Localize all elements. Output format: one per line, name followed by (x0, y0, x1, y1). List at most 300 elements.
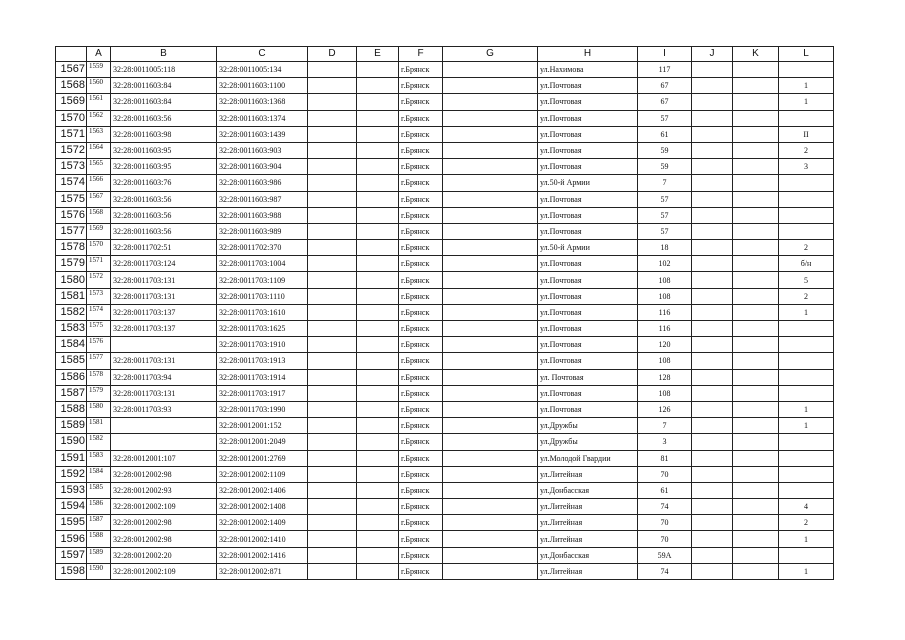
cell-i[interactable]: 61 (638, 126, 692, 142)
cell-h[interactable]: ул.50-й Армии (538, 175, 638, 191)
row-number[interactable]: 1581 (56, 288, 87, 304)
cell-b[interactable] (111, 434, 217, 450)
cell-f[interactable]: г.Брянск (399, 223, 443, 239)
cell-h[interactable]: ул.50-й Армии (538, 240, 638, 256)
cell-d[interactable] (308, 531, 357, 547)
cell-l[interactable]: 2 (779, 515, 834, 531)
row-number[interactable]: 1577 (56, 223, 87, 239)
column-header-b[interactable]: B (111, 47, 217, 62)
row-number[interactable]: 1583 (56, 321, 87, 337)
cell-k[interactable] (733, 337, 779, 353)
cell-j[interactable] (692, 223, 733, 239)
cell-k[interactable] (733, 321, 779, 337)
cell-g[interactable] (443, 223, 538, 239)
row-number[interactable]: 1595 (56, 515, 87, 531)
cell-k[interactable] (733, 62, 779, 78)
cell-i[interactable]: 108 (638, 288, 692, 304)
cell-d[interactable] (308, 78, 357, 94)
cell-h[interactable]: ул.Литейная (538, 531, 638, 547)
row-number[interactable]: 1598 (56, 563, 87, 579)
cell-k[interactable] (733, 353, 779, 369)
cell-l[interactable]: 1 (779, 531, 834, 547)
cell-d[interactable] (308, 142, 357, 158)
cell-a[interactable]: 1559 (87, 62, 111, 78)
row-number[interactable]: 1572 (56, 142, 87, 158)
cell-i[interactable]: 120 (638, 337, 692, 353)
cell-l[interactable]: 2 (779, 240, 834, 256)
cell-e[interactable] (357, 531, 399, 547)
cell-k[interactable] (733, 175, 779, 191)
cell-a[interactable]: 1569 (87, 223, 111, 239)
cell-d[interactable] (308, 321, 357, 337)
cell-l[interactable] (779, 385, 834, 401)
cell-k[interactable] (733, 466, 779, 482)
cell-g[interactable] (443, 126, 538, 142)
cell-a[interactable]: 1566 (87, 175, 111, 191)
cell-k[interactable] (733, 304, 779, 320)
row-number[interactable]: 1574 (56, 175, 87, 191)
cell-e[interactable] (357, 272, 399, 288)
cell-b[interactable]: 32:28:0011603:95 (111, 142, 217, 158)
cell-d[interactable] (308, 466, 357, 482)
cell-f[interactable]: г.Брянск (399, 142, 443, 158)
cell-b[interactable]: 32:28:0012001:107 (111, 450, 217, 466)
cell-e[interactable] (357, 321, 399, 337)
cell-k[interactable] (733, 272, 779, 288)
cell-a[interactable]: 1568 (87, 207, 111, 223)
cell-a[interactable]: 1589 (87, 547, 111, 563)
cell-i[interactable]: 57 (638, 191, 692, 207)
cell-d[interactable] (308, 499, 357, 515)
row-number[interactable]: 1591 (56, 450, 87, 466)
cell-b[interactable]: 32:28:0011603:95 (111, 159, 217, 175)
cell-i[interactable]: 74 (638, 499, 692, 515)
cell-i[interactable]: 67 (638, 94, 692, 110)
cell-j[interactable] (692, 272, 733, 288)
cell-f[interactable]: г.Брянск (399, 256, 443, 272)
cell-i[interactable]: 128 (638, 369, 692, 385)
cell-f[interactable]: г.Брянск (399, 401, 443, 417)
cell-h[interactable]: ул.Дружбы (538, 434, 638, 450)
cell-k[interactable] (733, 369, 779, 385)
cell-d[interactable] (308, 288, 357, 304)
cell-k[interactable] (733, 385, 779, 401)
row-number[interactable]: 1592 (56, 466, 87, 482)
cell-a[interactable]: 1572 (87, 272, 111, 288)
cell-a[interactable]: 1562 (87, 110, 111, 126)
cell-b[interactable]: 32:28:0011703:131 (111, 272, 217, 288)
cell-e[interactable] (357, 466, 399, 482)
cell-j[interactable] (692, 466, 733, 482)
cell-e[interactable] (357, 159, 399, 175)
cell-g[interactable] (443, 78, 538, 94)
cell-d[interactable] (308, 434, 357, 450)
column-header-g[interactable]: G (443, 47, 538, 62)
cell-l[interactable]: 1 (779, 304, 834, 320)
cell-b[interactable]: 32:28:0012002:20 (111, 547, 217, 563)
cell-b[interactable]: 32:28:0011703:137 (111, 321, 217, 337)
cell-k[interactable] (733, 547, 779, 563)
cell-i[interactable]: 57 (638, 223, 692, 239)
cell-h[interactable]: ул.Литейная (538, 563, 638, 579)
cell-b[interactable]: 32:28:0011703:94 (111, 369, 217, 385)
cell-g[interactable] (443, 563, 538, 579)
column-header-a[interactable]: A (87, 47, 111, 62)
row-number[interactable]: 1573 (56, 159, 87, 175)
row-number-header[interactable] (56, 47, 87, 62)
cell-b[interactable]: 32:28:0011603:84 (111, 94, 217, 110)
cell-d[interactable] (308, 159, 357, 175)
cell-l[interactable]: 1 (779, 401, 834, 417)
cell-l[interactable] (779, 207, 834, 223)
cell-l[interactable] (779, 337, 834, 353)
cell-f[interactable]: г.Брянск (399, 369, 443, 385)
cell-h[interactable]: ул. Почтовая (538, 369, 638, 385)
cell-l[interactable]: б/н (779, 256, 834, 272)
cell-l[interactable]: 1 (779, 418, 834, 434)
cell-d[interactable] (308, 369, 357, 385)
cell-i[interactable]: 126 (638, 401, 692, 417)
cell-d[interactable] (308, 515, 357, 531)
cell-a[interactable]: 1586 (87, 499, 111, 515)
cell-i[interactable]: 67 (638, 78, 692, 94)
cell-d[interactable] (308, 337, 357, 353)
cell-g[interactable] (443, 240, 538, 256)
cell-d[interactable] (308, 191, 357, 207)
column-header-e[interactable]: E (357, 47, 399, 62)
cell-d[interactable] (308, 563, 357, 579)
cell-h[interactable]: ул.Литейная (538, 499, 638, 515)
cell-c[interactable]: 32:28:0011603:1368 (217, 94, 308, 110)
cell-e[interactable] (357, 385, 399, 401)
cell-g[interactable] (443, 418, 538, 434)
cell-e[interactable] (357, 110, 399, 126)
cell-c[interactable]: 32:28:0011702:370 (217, 240, 308, 256)
cell-j[interactable] (692, 78, 733, 94)
cell-a[interactable]: 1583 (87, 450, 111, 466)
cell-f[interactable]: г.Брянск (399, 175, 443, 191)
cell-e[interactable] (357, 369, 399, 385)
cell-g[interactable] (443, 288, 538, 304)
cell-i[interactable]: 117 (638, 62, 692, 78)
cell-k[interactable] (733, 207, 779, 223)
cell-c[interactable]: 32:28:0012002:1416 (217, 547, 308, 563)
cell-l[interactable]: 4 (779, 499, 834, 515)
cell-b[interactable]: 32:28:0011702:51 (111, 240, 217, 256)
cell-e[interactable] (357, 434, 399, 450)
cell-f[interactable]: г.Брянск (399, 94, 443, 110)
row-number[interactable]: 1585 (56, 353, 87, 369)
cell-b[interactable]: 32:28:0011603:56 (111, 223, 217, 239)
cell-c[interactable]: 32:28:0011603:1100 (217, 78, 308, 94)
cell-f[interactable]: г.Брянск (399, 515, 443, 531)
cell-f[interactable]: г.Брянск (399, 418, 443, 434)
cell-h[interactable]: ул.Почтовая (538, 321, 638, 337)
cell-i[interactable]: 57 (638, 207, 692, 223)
cell-a[interactable]: 1564 (87, 142, 111, 158)
cell-l[interactable] (779, 369, 834, 385)
cell-a[interactable]: 1561 (87, 94, 111, 110)
cell-f[interactable]: г.Брянск (399, 321, 443, 337)
cell-c[interactable]: 32:28:0011703:1110 (217, 288, 308, 304)
row-number[interactable]: 1587 (56, 385, 87, 401)
cell-a[interactable]: 1576 (87, 337, 111, 353)
cell-b[interactable] (111, 337, 217, 353)
cell-g[interactable] (443, 499, 538, 515)
cell-b[interactable]: 32:28:0011603:56 (111, 207, 217, 223)
cell-b[interactable]: 32:28:0011703:137 (111, 304, 217, 320)
cell-l[interactable] (779, 175, 834, 191)
cell-l[interactable]: 2 (779, 142, 834, 158)
cell-l[interactable] (779, 353, 834, 369)
cell-f[interactable]: г.Брянск (399, 466, 443, 482)
cell-f[interactable]: г.Брянск (399, 126, 443, 142)
row-number[interactable]: 1596 (56, 531, 87, 547)
cell-b[interactable]: 32:28:0012002:98 (111, 466, 217, 482)
cell-h[interactable]: ул.Почтовая (538, 256, 638, 272)
cell-b[interactable]: 32:28:0011603:56 (111, 110, 217, 126)
cell-h[interactable]: ул.Донбасская (538, 482, 638, 498)
cell-f[interactable]: г.Брянск (399, 353, 443, 369)
cell-h[interactable]: ул.Почтовая (538, 353, 638, 369)
cell-f[interactable]: г.Брянск (399, 563, 443, 579)
cell-i[interactable]: 108 (638, 385, 692, 401)
cell-f[interactable]: г.Брянск (399, 240, 443, 256)
cell-j[interactable] (692, 482, 733, 498)
cell-c[interactable]: 32:28:0011603:1374 (217, 110, 308, 126)
cell-e[interactable] (357, 482, 399, 498)
cell-i[interactable]: 70 (638, 531, 692, 547)
cell-e[interactable] (357, 207, 399, 223)
cell-k[interactable] (733, 94, 779, 110)
cell-j[interactable] (692, 94, 733, 110)
row-number[interactable]: 1597 (56, 547, 87, 563)
cell-l[interactable] (779, 466, 834, 482)
cell-j[interactable] (692, 499, 733, 515)
cell-j[interactable] (692, 191, 733, 207)
cell-c[interactable]: 32:28:0012002:1406 (217, 482, 308, 498)
cell-g[interactable] (443, 337, 538, 353)
cell-e[interactable] (357, 142, 399, 158)
cell-g[interactable] (443, 110, 538, 126)
cell-k[interactable] (733, 256, 779, 272)
cell-a[interactable]: 1570 (87, 240, 111, 256)
cell-j[interactable] (692, 175, 733, 191)
cell-f[interactable]: г.Брянск (399, 159, 443, 175)
column-header-k[interactable]: K (733, 47, 779, 62)
cell-i[interactable]: 102 (638, 256, 692, 272)
cell-i[interactable]: 108 (638, 272, 692, 288)
cell-h[interactable]: ул.Почтовая (538, 110, 638, 126)
cell-l[interactable]: 2 (779, 288, 834, 304)
cell-j[interactable] (692, 304, 733, 320)
cell-c[interactable]: 32:28:0011603:987 (217, 191, 308, 207)
cell-c[interactable]: 32:28:0011603:903 (217, 142, 308, 158)
cell-f[interactable]: г.Брянск (399, 547, 443, 563)
cell-a[interactable]: 1588 (87, 531, 111, 547)
cell-e[interactable] (357, 175, 399, 191)
cell-k[interactable] (733, 142, 779, 158)
column-header-i[interactable]: I (638, 47, 692, 62)
cell-c[interactable]: 32:28:0012001:2769 (217, 450, 308, 466)
cell-c[interactable]: 32:28:0011703:1910 (217, 337, 308, 353)
cell-i[interactable]: 74 (638, 563, 692, 579)
cell-g[interactable] (443, 94, 538, 110)
column-header-j[interactable]: J (692, 47, 733, 62)
cell-j[interactable] (692, 62, 733, 78)
cell-b[interactable]: 32:28:0011603:76 (111, 175, 217, 191)
cell-k[interactable] (733, 434, 779, 450)
cell-h[interactable]: ул.Литейная (538, 466, 638, 482)
cell-a[interactable]: 1587 (87, 515, 111, 531)
cell-c[interactable]: 32:28:0011703:1990 (217, 401, 308, 417)
cell-d[interactable] (308, 450, 357, 466)
cell-a[interactable]: 1578 (87, 369, 111, 385)
cell-j[interactable] (692, 110, 733, 126)
cell-b[interactable]: 32:28:0012002:109 (111, 563, 217, 579)
cell-g[interactable] (443, 304, 538, 320)
cell-g[interactable] (443, 191, 538, 207)
cell-f[interactable]: г.Брянск (399, 78, 443, 94)
column-header-d[interactable]: D (308, 47, 357, 62)
cell-c[interactable]: 32:28:0011703:1917 (217, 385, 308, 401)
cell-k[interactable] (733, 223, 779, 239)
cell-a[interactable]: 1571 (87, 256, 111, 272)
cell-c[interactable]: 32:28:0012002:871 (217, 563, 308, 579)
cell-f[interactable]: г.Брянск (399, 207, 443, 223)
cell-k[interactable] (733, 159, 779, 175)
cell-d[interactable] (308, 482, 357, 498)
cell-a[interactable]: 1580 (87, 401, 111, 417)
row-number[interactable]: 1575 (56, 191, 87, 207)
cell-f[interactable]: г.Брянск (399, 288, 443, 304)
cell-k[interactable] (733, 482, 779, 498)
cell-k[interactable] (733, 78, 779, 94)
cell-i[interactable]: 61 (638, 482, 692, 498)
cell-d[interactable] (308, 175, 357, 191)
cell-i[interactable]: 70 (638, 466, 692, 482)
row-number[interactable]: 1584 (56, 337, 87, 353)
cell-l[interactable] (779, 547, 834, 563)
cell-i[interactable]: 3 (638, 434, 692, 450)
cell-i[interactable]: 70 (638, 515, 692, 531)
cell-e[interactable] (357, 337, 399, 353)
cell-h[interactable]: ул.Почтовая (538, 272, 638, 288)
row-number[interactable]: 1590 (56, 434, 87, 450)
cell-e[interactable] (357, 401, 399, 417)
cell-d[interactable] (308, 353, 357, 369)
cell-a[interactable]: 1585 (87, 482, 111, 498)
cell-k[interactable] (733, 563, 779, 579)
cell-l[interactable] (779, 434, 834, 450)
row-number[interactable]: 1593 (56, 482, 87, 498)
cell-f[interactable]: г.Брянск (399, 531, 443, 547)
cell-e[interactable] (357, 563, 399, 579)
cell-h[interactable]: ул.Почтовая (538, 78, 638, 94)
cell-j[interactable] (692, 207, 733, 223)
cell-a[interactable]: 1577 (87, 353, 111, 369)
cell-d[interactable] (308, 110, 357, 126)
cell-h[interactable]: ул.Почтовая (538, 385, 638, 401)
row-number[interactable]: 1569 (56, 94, 87, 110)
cell-c[interactable]: 32:28:0011603:989 (217, 223, 308, 239)
cell-d[interactable] (308, 547, 357, 563)
cell-f[interactable]: г.Брянск (399, 272, 443, 288)
cell-f[interactable]: г.Брянск (399, 191, 443, 207)
cell-e[interactable] (357, 240, 399, 256)
row-number[interactable]: 1588 (56, 401, 87, 417)
cell-g[interactable] (443, 256, 538, 272)
cell-k[interactable] (733, 401, 779, 417)
cell-h[interactable]: ул.Дружбы (538, 418, 638, 434)
cell-c[interactable]: 32:28:0011703:1004 (217, 256, 308, 272)
cell-h[interactable]: ул.Донбасская (538, 547, 638, 563)
cell-b[interactable]: 32:28:0011005:118 (111, 62, 217, 78)
cell-a[interactable]: 1567 (87, 191, 111, 207)
cell-g[interactable] (443, 482, 538, 498)
cell-a[interactable]: 1575 (87, 321, 111, 337)
cell-i[interactable]: 7 (638, 418, 692, 434)
cell-h[interactable]: ул.Почтовая (538, 159, 638, 175)
cell-j[interactable] (692, 385, 733, 401)
row-number[interactable]: 1589 (56, 418, 87, 434)
cell-i[interactable]: 59 (638, 142, 692, 158)
cell-d[interactable] (308, 62, 357, 78)
cell-g[interactable] (443, 450, 538, 466)
cell-j[interactable] (692, 450, 733, 466)
cell-i[interactable]: 59А (638, 547, 692, 563)
cell-a[interactable]: 1590 (87, 563, 111, 579)
cell-c[interactable]: 32:28:0011703:1109 (217, 272, 308, 288)
cell-j[interactable] (692, 142, 733, 158)
cell-d[interactable] (308, 385, 357, 401)
cell-d[interactable] (308, 256, 357, 272)
cell-h[interactable]: ул.Молодой Гвардии (538, 450, 638, 466)
cell-c[interactable]: 32:28:0011703:1913 (217, 353, 308, 369)
cell-j[interactable] (692, 531, 733, 547)
cell-h[interactable]: ул.Почтовая (538, 223, 638, 239)
cell-l[interactable]: 1 (779, 563, 834, 579)
cell-j[interactable] (692, 126, 733, 142)
cell-c[interactable]: 32:28:0012001:152 (217, 418, 308, 434)
cell-a[interactable]: 1581 (87, 418, 111, 434)
cell-e[interactable] (357, 288, 399, 304)
row-number[interactable]: 1586 (56, 369, 87, 385)
cell-e[interactable] (357, 94, 399, 110)
cell-g[interactable] (443, 272, 538, 288)
cell-c[interactable]: 32:28:0012002:1409 (217, 515, 308, 531)
cell-h[interactable]: ул.Почтовая (538, 142, 638, 158)
cell-k[interactable] (733, 531, 779, 547)
cell-g[interactable] (443, 175, 538, 191)
cell-a[interactable]: 1579 (87, 385, 111, 401)
cell-f[interactable]: г.Брянск (399, 110, 443, 126)
cell-l[interactable] (779, 223, 834, 239)
cell-h[interactable]: ул.Почтовая (538, 337, 638, 353)
cell-e[interactable] (357, 418, 399, 434)
cell-k[interactable] (733, 288, 779, 304)
cell-b[interactable]: 32:28:0011703:131 (111, 288, 217, 304)
row-number[interactable]: 1579 (56, 256, 87, 272)
row-number[interactable]: 1576 (56, 207, 87, 223)
row-number[interactable]: 1582 (56, 304, 87, 320)
cell-f[interactable]: г.Брянск (399, 385, 443, 401)
cell-f[interactable]: г.Брянск (399, 499, 443, 515)
cell-g[interactable] (443, 466, 538, 482)
cell-c[interactable]: 32:28:0011703:1914 (217, 369, 308, 385)
cell-e[interactable] (357, 62, 399, 78)
cell-g[interactable] (443, 385, 538, 401)
